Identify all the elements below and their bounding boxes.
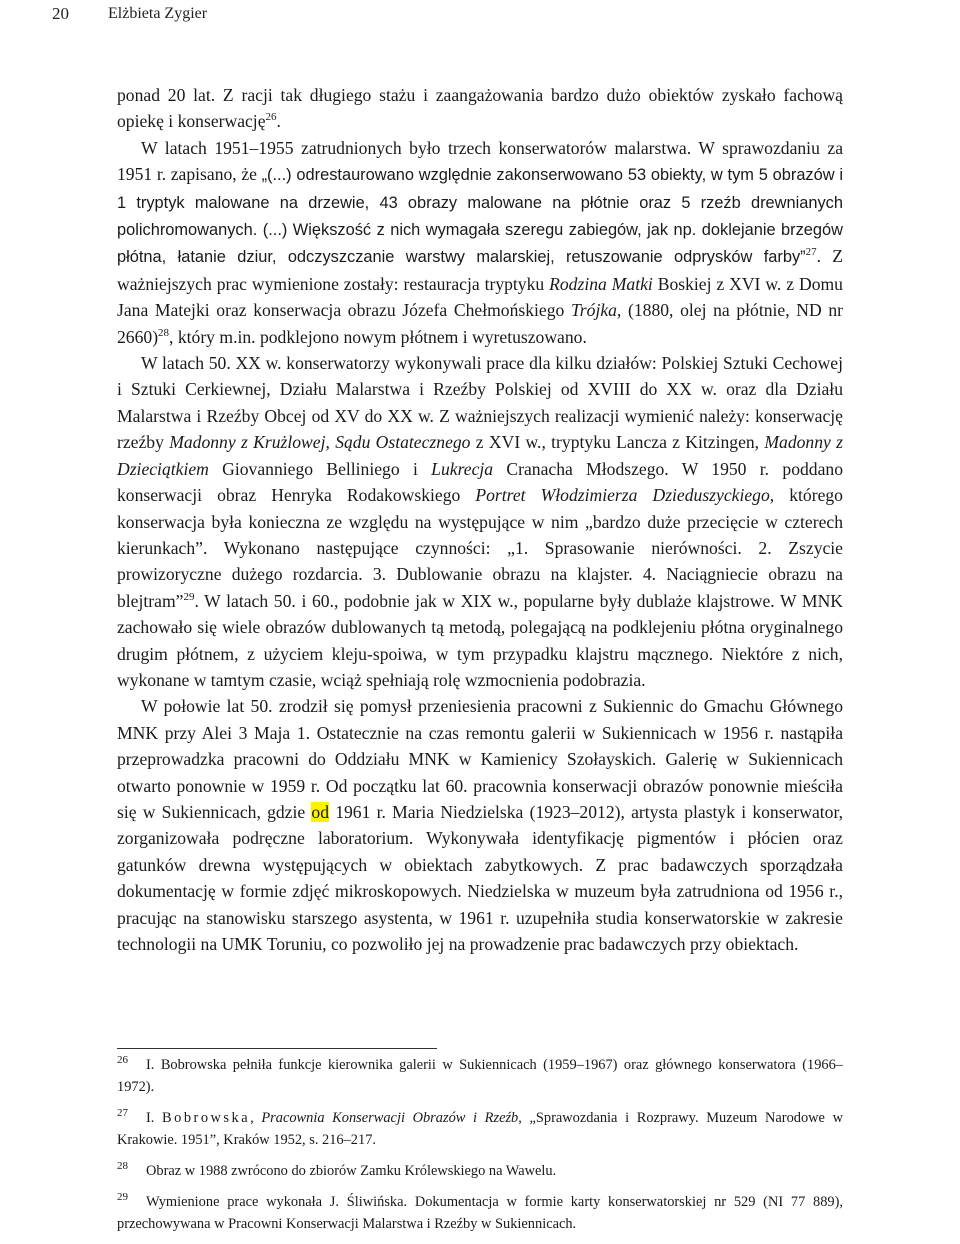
- paragraph: [117, 82, 843, 135]
- footnote-reference: 26: [265, 111, 277, 124]
- text-run: ,: [250, 1110, 262, 1126]
- text-run: (1880, olej na płótnie, ND nr 2660): [117, 300, 844, 347]
- italic-title: Portret Włodzimierza Dzieduszyckiego: [475, 485, 770, 506]
- text-run: I. Bobrowska pełniła funkcje kierownika galerii w Sukiennicach (1959–1967) oraz głównego konserwatora (1966–1972).: [117, 1057, 843, 1095]
- body-text: [117, 82, 843, 957]
- footnotes: [117, 1054, 843, 1244]
- italic-title: Lukrecja: [431, 458, 494, 479]
- text-run: , „Sprawozdania i Rozprawy. Muzeum Narodowe w Krakowie. 1951”, Kraków 1952, s. 216–217.: [117, 1110, 843, 1148]
- spaced-author-name: Bobrowska: [162, 1110, 251, 1126]
- text-run: 1961 r. Maria Niedzielska (1923–2012), artysta plastyk i konserwator, zorganizowała podręczne laboratorium. Wykonywała identyfikację pigmentów i płócien oraz gatunków drewna występujących w obiektach zabytkowych. Z prac badawczych sporządzała dokumentację w formie zdjęć mikroskopowych. Niedzielska w muzeum była zatrudniona od 1956 r., pracując na stanowisku starszego asystenta, w 1961 r. uzupełniła studia konserwatorskie w zakresie technologii na UMK Toruniu, co pozwoliło jej na prowadzenie prac badawczych przy obiektach.: [117, 801, 843, 954]
- running-head-author: Elżbieta Zygier: [108, 5, 208, 22]
- page-number: 20: [52, 4, 69, 23]
- text-run: Obraz w 1988 zwrócono do zbiorów Zamku Królewskiego na Wawelu.: [146, 1163, 557, 1179]
- italic-title: Trójka,: [570, 300, 622, 321]
- quoted-passage: „(...) odrestaurowano względnie zakonserwowano 53 obiekty, w tym 5 obrazów i 1 tryptyk malowane na drzewie, 43 obrazy malowane na płótnie oraz 5 rzeźb drewnianych polichromowanych. (...) Większość z nich wymagała szeregu zabiegów, jak np. doklejanie brzegów płótna, łatanie dziur, odczyszczanie warstwy malarskiej, retuszowanie odprysków farby”: [117, 166, 844, 267]
- text-run: ,: [325, 432, 336, 453]
- paragraph: [117, 135, 843, 350]
- text-run: Giovanniego Belliniego i: [208, 458, 432, 479]
- footnote-reference: 28: [158, 326, 170, 339]
- italic-title: Rodzina Matki: [549, 273, 653, 294]
- text-run: ponad 20 lat. Z racji tak długiego stażu i zaangażowania bardzo dużo obiektów zyskało fachową opiekę i konserwację: [117, 85, 843, 132]
- footnote: 28 Obraz w 1988 zwrócono do zbiorów Zamku Królewskiego na Wawelu.: [117, 1160, 557, 1179]
- text-run: I.: [146, 1110, 163, 1126]
- footnote-text: [117, 1057, 843, 1095]
- highlighted-text: od: [311, 801, 329, 822]
- footnote-separator: [117, 1048, 437, 1049]
- footnote: 29 Wymienione prace wykonała J. Śliwińska. Dokumentacja w formie karty konserwatorskiej nr 529 (NI 77 889), przechowywana w Pracowni Konserwacji Malarstwa i Rzeźby w Sukiennicach.: [117, 1191, 843, 1232]
- text-run: z XVI w., tryptyku Lancza z Kitzingen,: [470, 432, 765, 453]
- text-run: . Z ważniejszych prac wymienione zostały: restauracja tryptyku: [117, 246, 843, 294]
- footnote-text: [117, 1110, 843, 1148]
- footnote-text: [146, 1163, 556, 1179]
- paragraph: [117, 693, 843, 957]
- text-run: W połowie lat 50. zrodził się pomysł przeniesienia pracowni z Sukiennic do Gmachu Głównego MNK przy Alei 3 Maja 1. Ostatecznie na czas remontu galerii w Sukiennicach w 1956 r. nastąpiła przeprowadzka pracowni do Oddziału MNK w Kamienicy Szołayskich. Galerię w Sukiennicach otwarto ponownie w 1959 r. Od początku lat 60. pracownia konserwacji obrazów ponownie mieściła się w Sukiennicach, gdzie: [117, 696, 843, 822]
- text-run: Cranacha Młodszego. W 1950 r. poddano konserwacji obraz Henryka Rodakowskiego: [117, 458, 843, 506]
- text-run: . W latach 50. i 60., podobnie jak w XIX w., popularne były dublaże klajstrowe. W MNK zachowało się wiele obrazów dublowanych tą metodą, polegającą na podklejeniu płótna oryginalnego drugim płótnem, z użyciem kleju-spoiwa, w tym przypadku klajstru mącznego. Niektóre z nich, wykonane w tamtym czasie, wciąż spełniają rolę wzmocnienia podobrazia.: [117, 590, 843, 690]
- text-run: .: [276, 111, 281, 132]
- text-run: Boskiej z XVI w. z Domu Jana Matejki oraz konserwacja obrazu Józefa Chełmońskiego: [117, 273, 843, 321]
- text-run: W latach 1951–1955 zatrudnionych było trzech konserwatorów malarstwa. W sprawozdaniu za 1951 r. zapisano, że: [117, 137, 843, 185]
- footnote: 27 I. Bobrowska, Pracownia Konserwacji Obrazów i Rzeźb, „Sprawozdania i Rozprawy. Muzeum Narodowe w Krakowie. 1951”, Kraków 1952, s. 216–217.: [117, 1107, 843, 1148]
- italic-title: Madonny z Dzieciątkiem: [117, 432, 843, 479]
- text-run: , którego konserwacja była konieczna ze względu na występujące w nim „bardzo duże przecięcie w czterech kierunkach”. Wykonano następujące czynności: „1. Sprasowanie nierówności. 2. Zszycie prowizoryczne dużego rozdarcia. 3. Dublowanie obrazu na klajster. 4. Naciągniecie obrazu na blejtram”: [117, 485, 843, 611]
- italic-title: Sądu Ostatecznego: [335, 432, 471, 453]
- paragraph: [117, 350, 843, 693]
- footnote-reference: 27: [805, 246, 817, 259]
- text-run: W latach 50. XX w. konserwatorzy wykonywali prace dla kilku działów: Polskiej Sztuki Cechowej i Sztuki Cerkiewnej, Działu Malarstwa i Rzeźby Polskiej od XVIII do XX w. oraz dla Działu Malarstwa i Rzeźby Obcej od XV do XX w. Z ważniejszych realizacji wymienić należy: konserwację rzeźby: [117, 353, 843, 453]
- text-run: Wymienione prace wykonała J. Śliwińska. Dokumentacja w formie karty konserwatorskiej nr 529 (NI 77 889), przechowywana w Pracowni Konserwacji Malarstwa i Rzeźby w Sukiennicach.: [117, 1194, 843, 1232]
- italic-title: Madonny z Krużlowej: [169, 432, 326, 453]
- footnote: 26 I. Bobrowska pełniła funkcje kierownika galerii w Sukiennicach (1959–1967) oraz głównego konserwatora (1966–1972).: [117, 1054, 843, 1095]
- footnote-reference: 29: [183, 590, 195, 603]
- text-run: , który m.in. podklejono nowym płótnem i wyretuszowano.: [169, 326, 587, 347]
- italic-title: Pracownia Konserwacji Obrazów i Rzeźb: [261, 1110, 519, 1126]
- running-head: [52, 0, 912, 28]
- footnote-text: [117, 1194, 843, 1232]
